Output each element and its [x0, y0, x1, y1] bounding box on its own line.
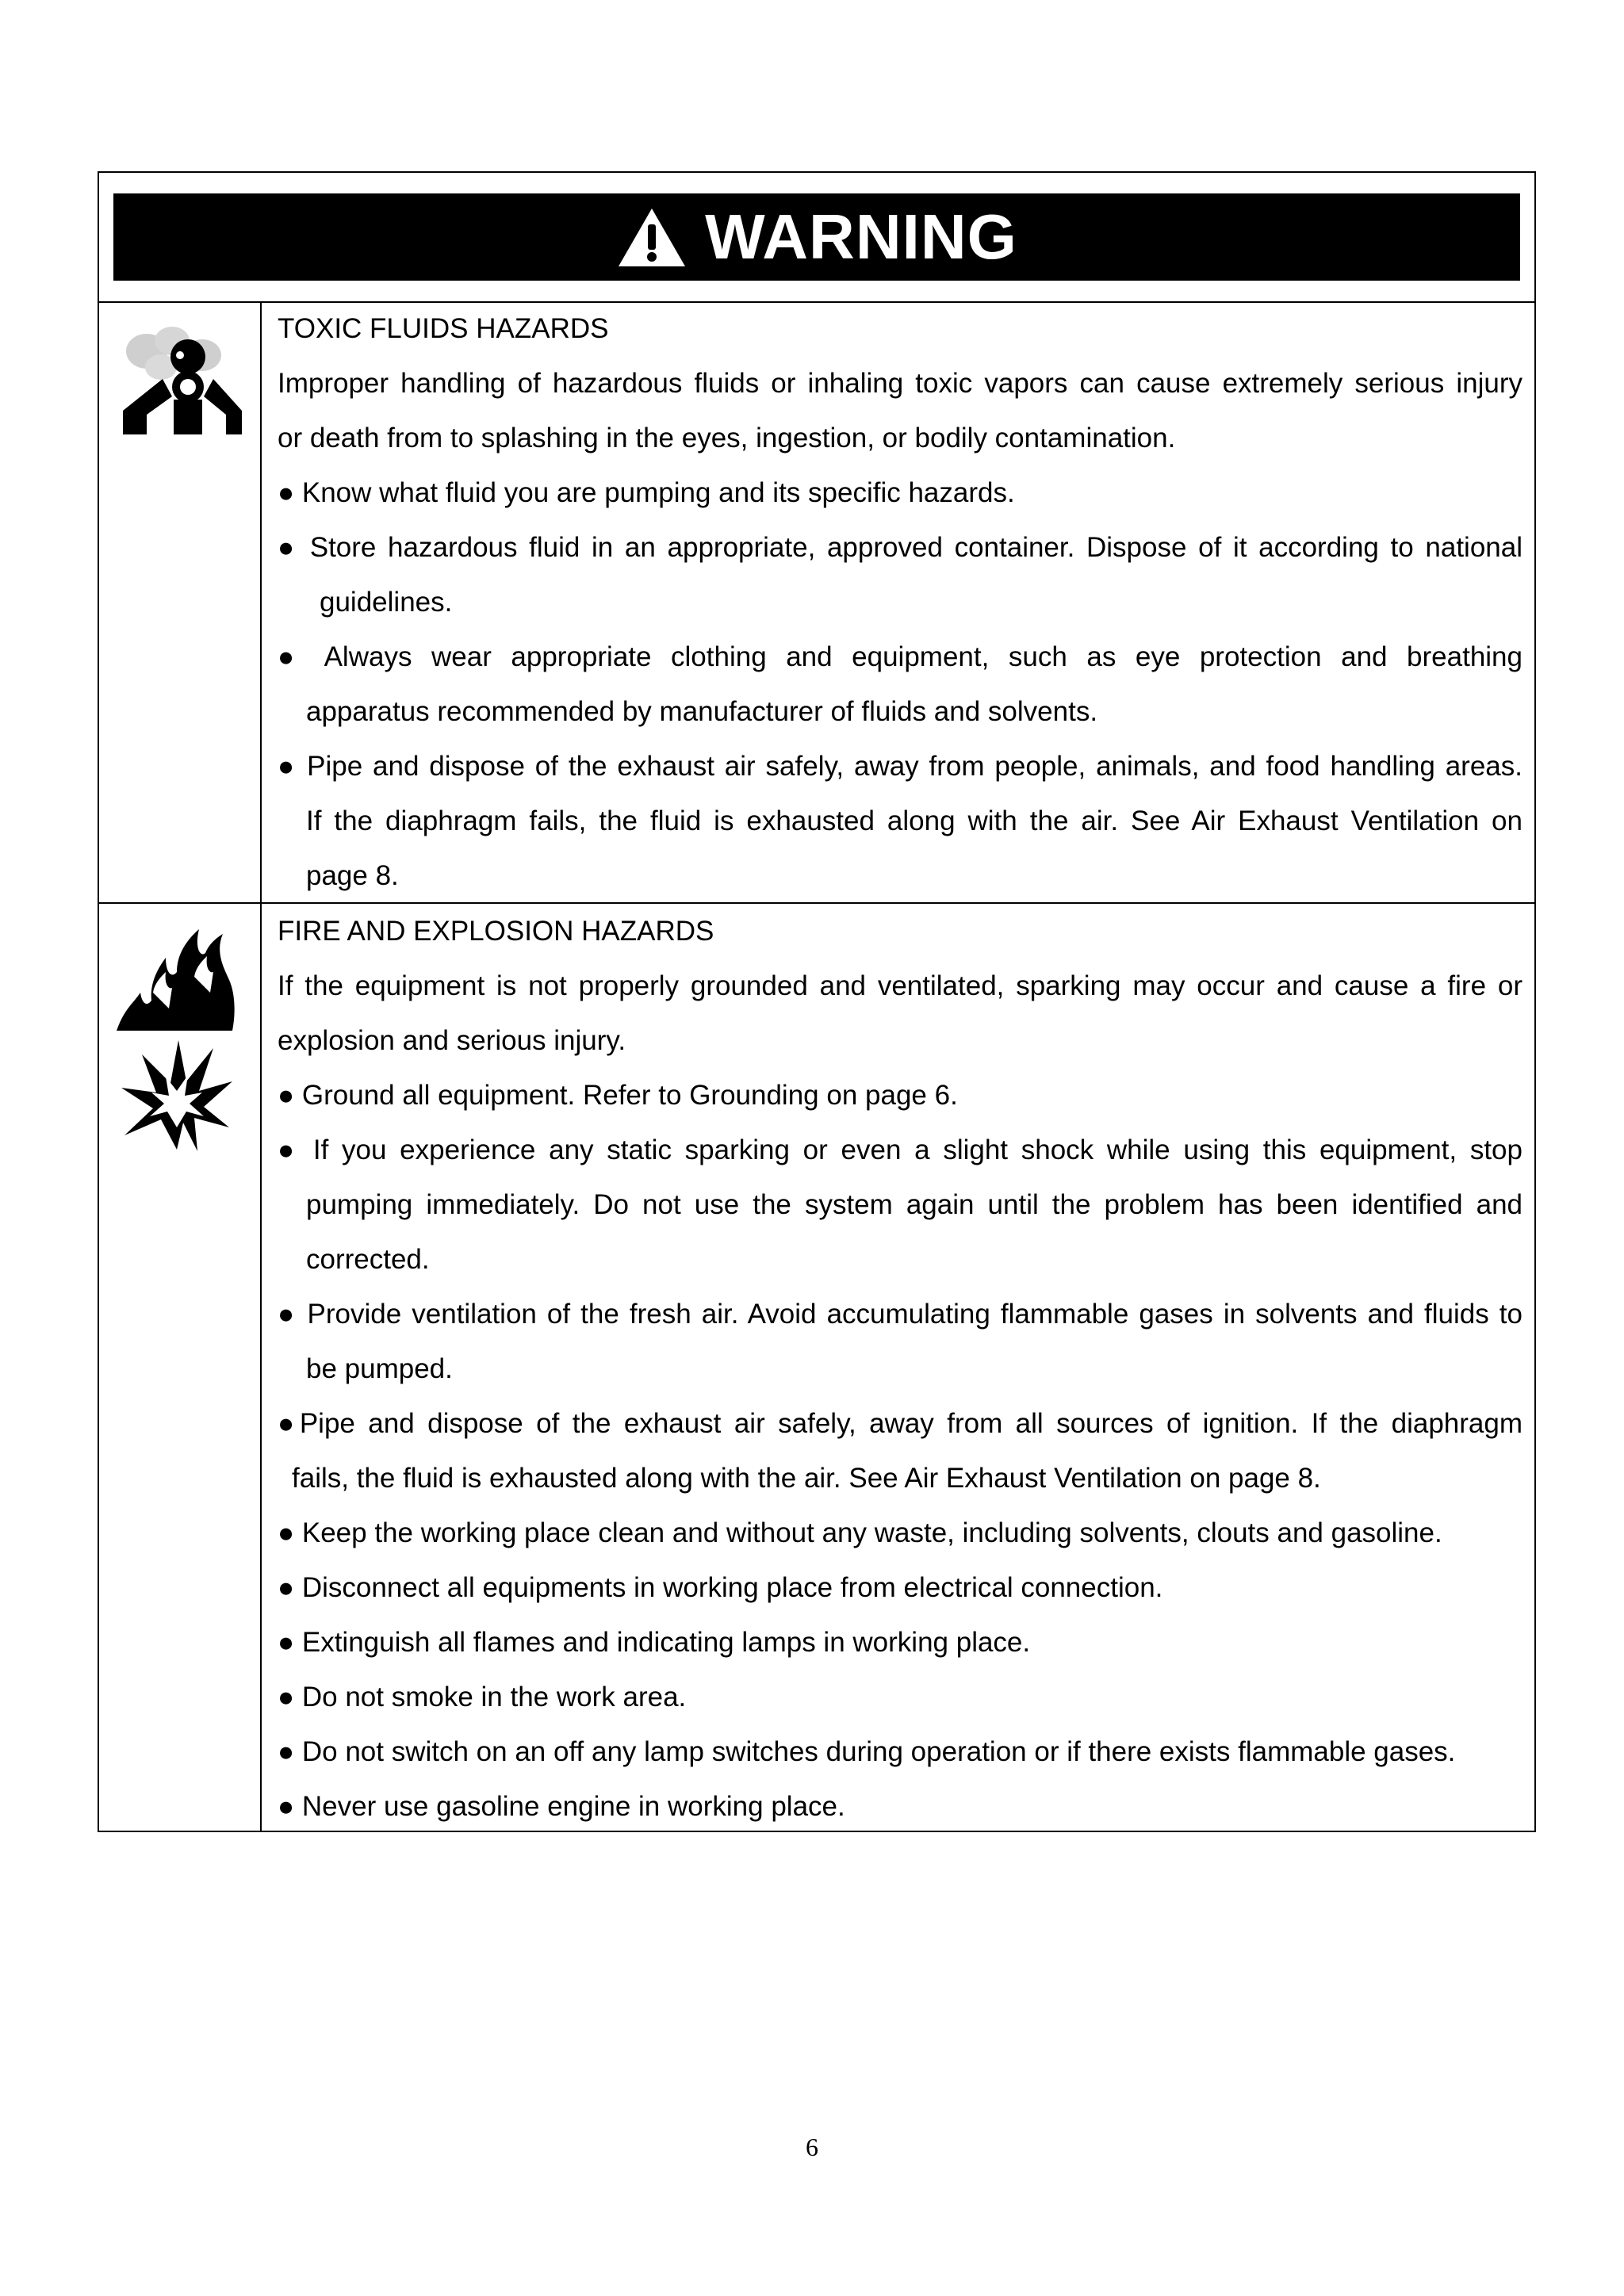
toxic-bullet-1: ● Know what fluid you are pumping and its specific hazards.: [278, 477, 1015, 508]
fire-bullet-10: ● Never use gasoline engine in working place.: [278, 1791, 845, 1822]
fire-bullet-7: ● Extinguish all flames and indicating lamps in working place.: [278, 1627, 1031, 1658]
fire-flame-icon: [117, 921, 237, 1032]
toxic-bullet-4-cont-1: If the diaphragm fails, the fluid is exhausted along with the air. See Air Exhaust Ventilation on: [306, 806, 1522, 836]
toxic-icon-cell: [99, 301, 262, 902]
fire-icon-cell: [99, 904, 262, 1831]
fire-text-cell: [262, 904, 1534, 1831]
fire-bullet-3: ● Provide ventilation of the fresh air. Avoid accumulating flammable gases in solvents and fluids to: [278, 1299, 1522, 1330]
fire-bullet-4: ●Pipe and dispose of the exhaust air safely, away from all sources of ignition. If the diaphragm: [278, 1408, 1522, 1439]
fire-intro-line-1: If the equipment is not properly grounded and ventilated, sparking may occur and cause a fire or: [278, 970, 1522, 1001]
toxic-bullet-3-cont: apparatus recommended by manufacturer of fluids and solvents.: [306, 696, 1098, 727]
fire-bullet-9: ● Do not switch on an off any lamp switches during operation or if there exists flammable gases.: [278, 1736, 1456, 1767]
toxic-vapor-icon: [123, 323, 242, 434]
toxic-intro-line-1: Improper handling of hazardous fluids or inhaling toxic vapors can cause extremely serious injury: [278, 368, 1522, 399]
fire-bullet-8: ● Do not smoke in the work area.: [278, 1682, 687, 1712]
warning-table: [98, 171, 1536, 1832]
fire-explosion-row: [99, 904, 1534, 1831]
fire-bullet-2: ● If you experience any static sparking or even a slight shock while using this equipment, stop: [278, 1135, 1522, 1165]
toxic-text-cell: [262, 301, 1534, 902]
toxic-bullet-2-cont: guidelines.: [320, 587, 453, 618]
fire-heading: FIRE AND EXPLOSION HAZARDS: [278, 916, 714, 947]
toxic-intro-line-2: or death from to splashing in the eyes, ingestion, or bodily contamination.: [278, 423, 1176, 453]
toxic-bullet-3: ● Always wear appropriate clothing and equipment, such as eye protection and breathing: [278, 641, 1522, 672]
warning-banner-cell: [99, 173, 1534, 303]
toxic-bullet-2: ● Store hazardous fluid in an appropriate, approved container. Dispose of it according to national: [278, 532, 1522, 563]
toxic-fluids-row: [99, 301, 1534, 904]
fire-bullet-1: ● Ground all equipment. Refer to Grounding on page 6.: [278, 1080, 958, 1111]
fire-intro-line-2: explosion and serious injury.: [278, 1025, 626, 1056]
fire-bullet-2-cont-1: pumping immediately. Do not use the system again until the problem has been identified and: [306, 1189, 1522, 1220]
fire-bullet-6: ● Disconnect all equipments in working place from electrical connection.: [278, 1572, 1163, 1603]
warning-banner: [113, 193, 1520, 281]
explosion-icon: [121, 1040, 232, 1151]
fire-bullet-3-cont: be pumped.: [306, 1353, 453, 1384]
warning-title: WARNING: [705, 201, 1017, 272]
toxic-heading: TOXIC FLUIDS HAZARDS: [278, 313, 609, 344]
warning-triangle-icon: [616, 205, 688, 269]
toxic-bullet-4-cont-2: page 8.: [306, 860, 399, 891]
page-number: 6: [806, 2133, 818, 2161]
toxic-bullet-4: ● Pipe and dispose of the exhaust air safely, away from people, animals, and food handling areas.: [278, 751, 1522, 782]
fire-bullet-4-cont: fails, the fluid is exhausted along with the air. See Air Exhaust Ventilation on page 8.: [292, 1463, 1321, 1494]
fire-bullet-2-cont-2: corrected.: [306, 1244, 430, 1275]
fire-bullet-5: ● Keep the working place clean and without any waste, including solvents, clouts and gasoline.: [278, 1517, 1442, 1548]
